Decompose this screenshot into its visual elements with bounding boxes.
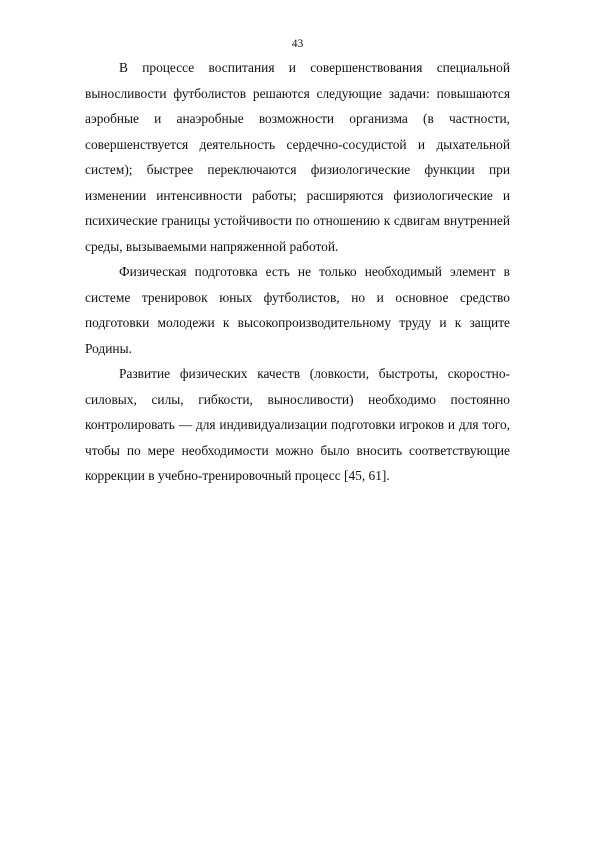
paragraph-physical-training: Физическая подготовка есть не только необходимый элемент в системе тренировок юных футболистов, но и основное средство подготовки молодежи к высокопроизводительному труду и к защите Родины. <box>85 264 510 356</box>
page-number: 43 <box>291 38 304 50</box>
paragraph-endurance-tasks: В процессе воспитания и совершенствования специальной выносливости футболистов решаются следующие задачи: повышаются аэробные и анаэробные возможности организма (в частности, совершенствуется деятельность сердечно-сосудистой и дыхательной систем); быстрее переключаются физиологические функции при изменении интенсивности работы; расширяются физиологические и психические границы устойчивости по отношению к сдвигам внутренней среды, вызываемыми напряженной работой. <box>85 60 510 254</box>
paragraph-physical-qualities: Развитие физических качеств (ловкости, быстроты, скоростно-силовых, силы, гибкости, выносливости) необходимо постоянно контролировать — для индивидуализации подготовки игроков и для того, чтобы по мере необходимости можно было вносить соответствующие коррекции в учебно-тренировочный процесс [45, 61]. <box>85 366 510 483</box>
document-body <box>85 55 510 489</box>
